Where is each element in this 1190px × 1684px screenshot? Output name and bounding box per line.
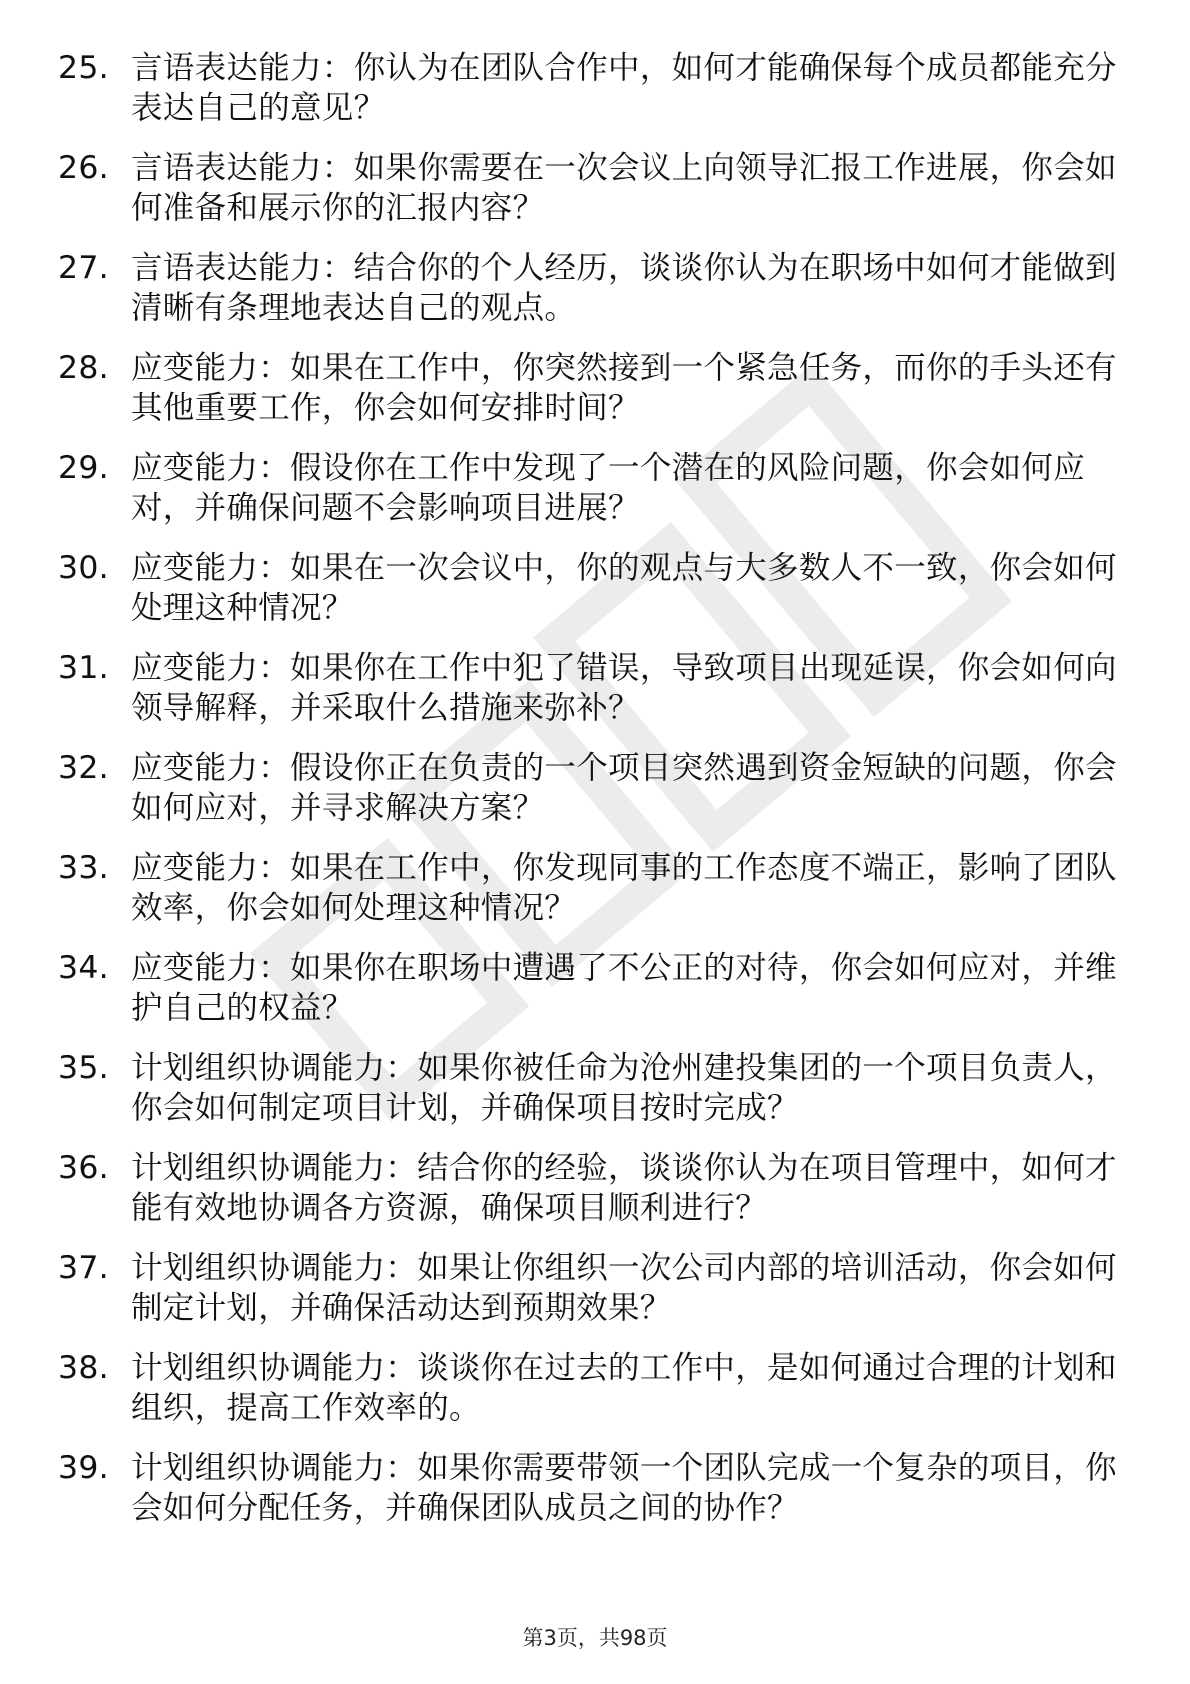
question-category: 言语表达能力 [131,250,322,286]
question-category: 应变能力 [131,650,259,686]
category-separator: ： [258,950,291,986]
question-number: 27. [58,250,109,286]
question-list [58,48,1128,1548]
question-item-30 [58,548,1128,648]
question-text: 假设你正在负责的一个项目突然遇到资金短缺的问题，你会如何应对，并寻求解决方案？ [131,750,1117,826]
question-category: 计划组织协调能力 [131,1350,386,1386]
question-body [131,548,1128,628]
question-category: 言语表达能力 [131,50,322,86]
question-item-28 [58,348,1128,448]
question-text: 结合你的经验，谈谈你认为在项目管理中，如何才能有效地协调各方资源，确保项目顺利进行？ [131,1150,1117,1226]
question-body [131,1148,1128,1228]
question-item-37 [58,1248,1128,1348]
question-body [131,1348,1128,1428]
question-body [131,1248,1128,1328]
question-number: 28. [58,350,109,386]
category-separator: ： [258,450,291,486]
question-text: 如果你在职场中遭遇了不公正的对待，你会如何应对，并维护自己的权益？ [131,950,1117,1026]
question-number: 32. [58,750,109,786]
question-number: 34. [58,950,109,986]
question-body [131,1448,1128,1528]
question-category: 言语表达能力 [131,150,322,186]
question-item-34 [58,948,1128,1048]
question-category: 应变能力 [131,950,259,986]
category-separator: ： [258,850,291,886]
question-number: 35. [58,1050,109,1086]
category-separator: ： [258,550,291,586]
question-number: 33. [58,850,109,886]
page-number: 第3页，共98页 [522,1626,668,1650]
question-category: 计划组织协调能力 [131,1050,386,1086]
category-separator: ： [385,1450,418,1486]
question-body [131,148,1128,228]
question-item-29 [58,448,1128,548]
question-number: 26. [58,150,109,186]
question-body [131,648,1128,728]
question-item-31 [58,648,1128,748]
question-text: 如果你在工作中犯了错误，导致项目出现延误，你会如何向领导解释，并采取什么措施来弥补？ [131,650,1117,726]
question-number: 30. [58,550,109,586]
question-body [131,248,1128,328]
question-text: 如果在一次会议中，你的观点与大多数人不一致，你会如何处理这种情况？ [131,550,1117,626]
question-item-38 [58,1348,1128,1448]
question-category: 计划组织协调能力 [131,1250,386,1286]
question-number: 25. [58,50,109,86]
question-body [131,1048,1128,1128]
question-item-39 [58,1448,1128,1548]
question-category: 应变能力 [131,850,259,886]
category-separator: ： [258,650,291,686]
category-separator: ： [321,50,354,86]
question-category: 应变能力 [131,750,259,786]
question-body [131,748,1128,828]
category-separator: ： [321,250,354,286]
question-item-27 [58,248,1128,348]
question-text: 你认为在团队合作中，如何才能确保每个成员都能充分表达自己的意见？ [131,50,1117,126]
question-number: 39. [58,1450,109,1486]
question-text: 如果你被任命为沧州建投集团的一个项目负责人，你会如何制定项目计划，并确保项目按时完成？ [131,1050,1117,1126]
category-separator: ： [385,1350,418,1386]
question-text: 谈谈你在过去的工作中，是如何通过合理的计划和组织，提高工作效率的。 [131,1350,1117,1426]
question-item-26 [58,148,1128,248]
question-body [131,48,1128,128]
question-category: 计划组织协调能力 [131,1450,386,1486]
question-text: 如果让你组织一次公司内部的培训活动，你会如何制定计划，并确保活动达到预期效果？ [131,1250,1117,1326]
question-category: 计划组织协调能力 [131,1150,386,1186]
question-text: 如果你需要在一次会议上向领导汇报工作进展，你会如何准备和展示你的汇报内容？ [131,150,1117,226]
question-text: 假设你在工作中发现了一个潜在的风险问题，你会如何应对，并确保问题不会影响项目进展？ [131,450,1086,526]
category-separator: ： [385,1050,418,1086]
question-item-35 [58,1048,1128,1148]
question-number: 37. [58,1250,109,1286]
category-separator: ： [321,150,354,186]
question-item-36 [58,1148,1128,1248]
question-text: 如果在工作中，你突然接到一个紧急任务，而你的手头还有其他重要工作，你会如何安排时间？ [131,350,1117,426]
category-separator: ： [385,1250,418,1286]
question-body [131,448,1128,528]
question-text: 结合你的个人经历，谈谈你认为在职场中如何才能做到清晰有条理地表达自己的观点。 [131,250,1117,326]
question-category: 应变能力 [131,550,259,586]
question-category: 应变能力 [131,450,259,486]
question-number: 38. [58,1350,109,1386]
question-category: 应变能力 [131,350,259,386]
question-text: 如果在工作中，你发现同事的工作态度不端正，影响了团队效率，你会如何处理这种情况？ [131,850,1117,926]
category-separator: ： [258,350,291,386]
question-body [131,348,1128,428]
category-separator: ： [385,1150,418,1186]
question-number: 31. [58,650,109,686]
question-item-32 [58,748,1128,848]
question-number: 29. [58,450,109,486]
category-separator: ： [258,750,291,786]
question-text: 如果你需要带领一个团队完成一个复杂的项目，你会如何分配任务，并确保团队成员之间的协作？ [131,1450,1117,1526]
question-item-25 [58,48,1128,148]
question-item-33 [58,848,1128,948]
question-number: 36. [58,1150,109,1186]
question-body [131,848,1128,928]
question-body [131,948,1128,1028]
